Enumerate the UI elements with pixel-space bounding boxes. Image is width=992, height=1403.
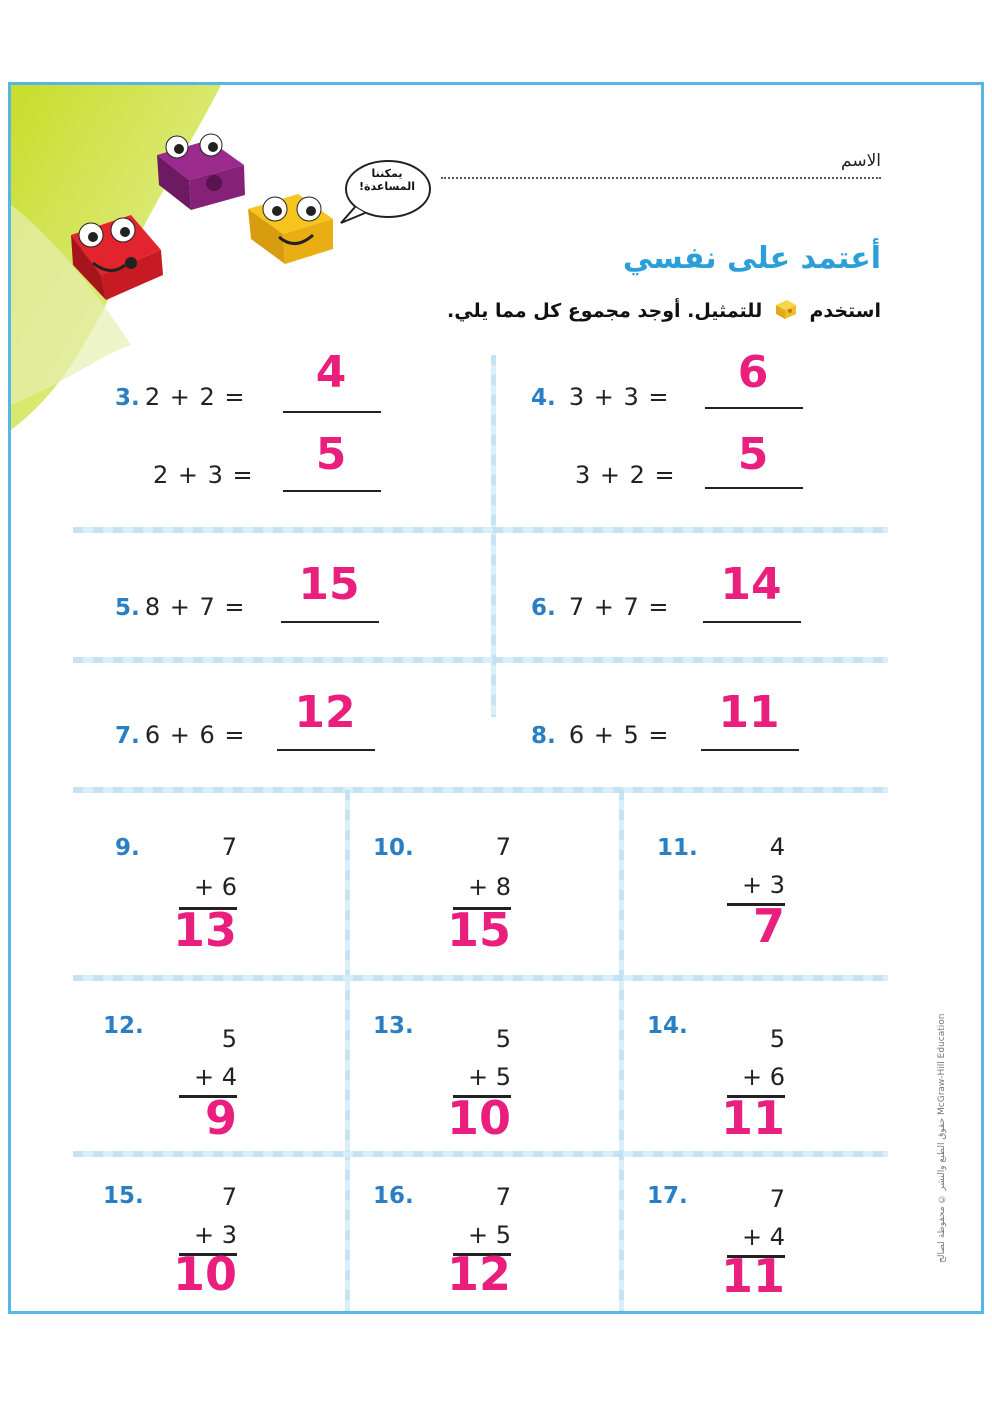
equation: 7 + 7 = [568,593,670,621]
page-title: أعتمد على نفسي [622,241,881,276]
addend-top: 7 [221,833,237,861]
divider [73,657,888,663]
problem-8 [531,721,670,749]
answer-line [705,407,803,409]
addend-bottom: + 6 [193,873,237,901]
answer-line [703,621,801,623]
addend-top: 7 [769,1185,785,1213]
addend-top: 5 [769,1025,785,1053]
addend-top: 7 [495,1183,511,1211]
divider [73,787,888,793]
answer[interactable]: 13 [172,903,237,957]
equation: 8 + 7 = [144,593,246,621]
instruction-part1: استخدم [809,300,881,322]
answer[interactable]: 11 [718,687,780,738]
yellow-cube-character [243,179,343,269]
addend-top: 5 [495,1025,511,1053]
addend-bottom: + 6 [741,1063,785,1091]
answer[interactable]: 15 [446,903,511,957]
divider [73,975,888,981]
problem-number-11: 11. [657,835,698,861]
problem-4-b [575,461,676,489]
problem-number-17: 17. [647,1183,688,1209]
problem-number: 8. [531,723,556,749]
problem-number: 3. [115,385,140,411]
problem-7 [115,721,246,749]
problem-number: 7. [115,723,140,749]
instruction-part2: للتمثيل. أوجد مجموع كل مما يلي. [447,300,763,322]
cube-icon [773,297,799,326]
addend-bottom: + 3 [741,871,785,899]
problem-3-b [153,461,254,489]
equation: 6 + 6 = [144,721,246,749]
answer[interactable]: 4 [315,347,347,398]
problem-number-13: 13. [373,1013,414,1039]
problem-number-15: 15. [103,1183,144,1209]
addend-bottom: + 5 [467,1063,511,1091]
answer-line [701,749,799,751]
answer[interactable]: 7 [752,899,785,953]
worksheet-frame [8,82,984,1314]
addend-bottom: + 4 [741,1223,785,1251]
addend-top: 4 [769,833,785,861]
answer[interactable]: 6 [737,347,769,398]
answer[interactable]: 15 [298,559,360,610]
answer[interactable]: 12 [446,1247,511,1301]
answer[interactable]: 5 [315,429,347,480]
answer-line [705,487,803,489]
addend-bottom: + 5 [467,1221,511,1249]
problem-number: 5. [115,595,140,621]
problem-number-16: 16. [373,1183,414,1209]
problem-number: 6. [531,595,556,621]
addend-top: 7 [495,833,511,861]
problem-number-9: 9. [115,835,140,861]
answer[interactable]: 9 [204,1091,237,1145]
name-label: الاسم [841,151,881,171]
answer-line [283,411,381,413]
addend-bottom: + 8 [467,873,511,901]
divider [73,527,888,533]
answer[interactable]: 10 [446,1091,511,1145]
divider [619,790,624,1314]
answer-line [283,490,381,492]
name-field[interactable] [441,177,881,179]
divider [345,790,350,1314]
problem-number-10: 10. [373,835,414,861]
problem-3 [115,383,246,411]
answer-line [277,749,375,751]
addend-bottom: + 3 [193,1221,237,1249]
problem-number: 4. [531,385,556,411]
addend-top: 7 [221,1183,237,1211]
speech-bubble-text: يمكننا المساعدة! [359,167,415,193]
answer[interactable]: 10 [172,1247,237,1301]
problem-number-14: 14. [647,1013,688,1039]
problem-6 [531,593,670,621]
addend-top: 5 [221,1025,237,1053]
equation: 2 + 3 = [153,461,254,489]
divider [73,1151,888,1157]
copyright-notice: حقوق الطبع والنشر © محفوظة لصالح McGraw-Hill Education [937,1013,947,1263]
equation: 2 + 2 = [144,383,246,411]
answer[interactable]: 11 [720,1249,785,1303]
equation: 3 + 3 = [568,383,670,411]
answer[interactable]: 5 [737,429,769,480]
answer[interactable]: 11 [720,1091,785,1145]
equation: 3 + 2 = [575,461,676,489]
instruction [447,297,881,326]
answer-line [281,621,379,623]
equation: 6 + 5 = [568,721,670,749]
answer[interactable]: 14 [720,559,782,610]
answer[interactable]: 12 [294,687,356,738]
addend-bottom: + 4 [193,1063,237,1091]
problem-5 [115,593,246,621]
problem-number-12: 12. [103,1013,144,1039]
problem-4 [531,383,670,411]
